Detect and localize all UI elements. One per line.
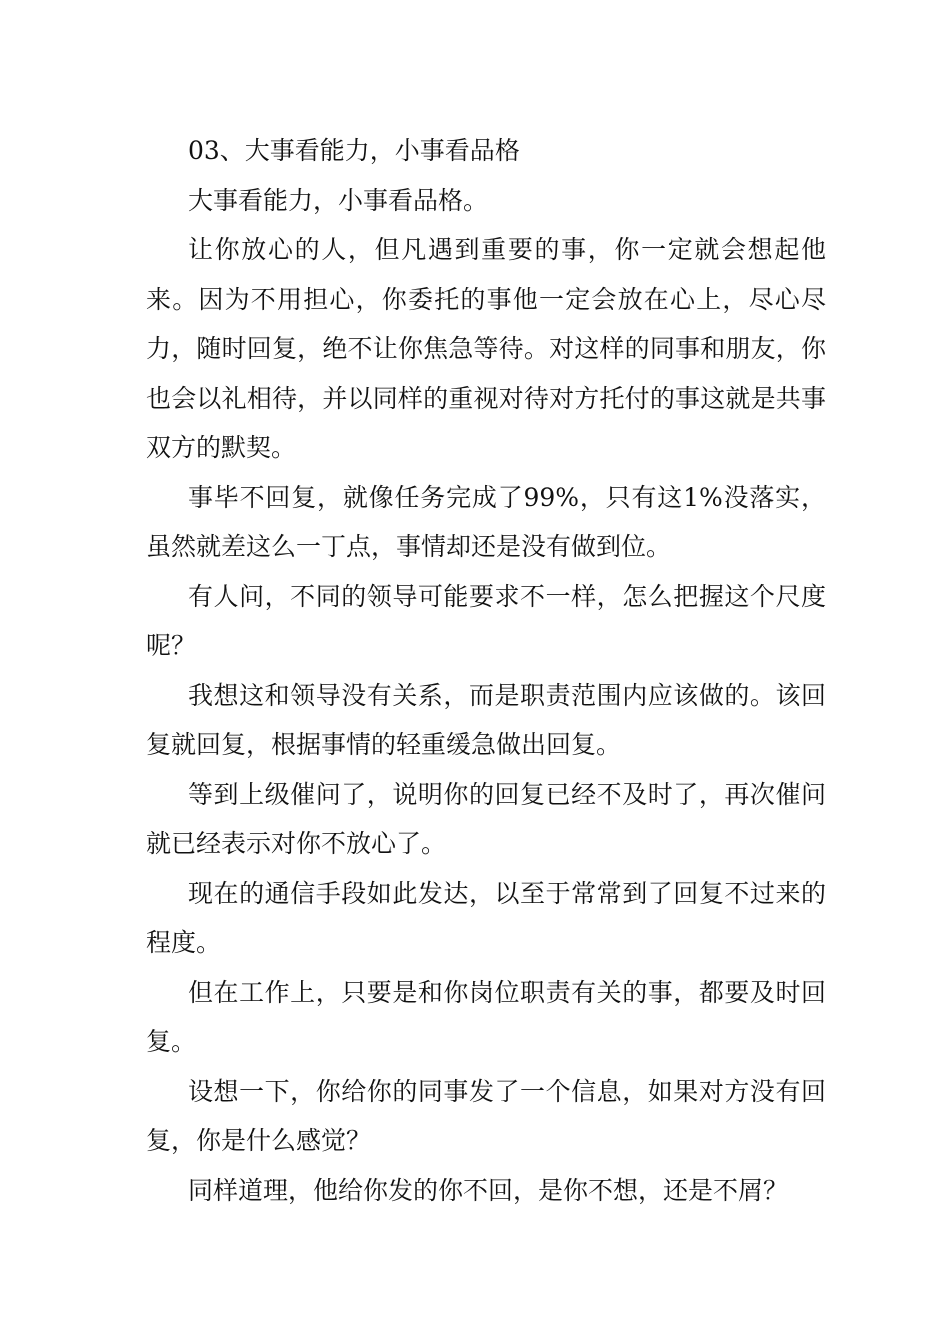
paragraph: 我想这和领导没有关系，而是职责范围内应该做的。该回复就回复，根据事情的轻重缓急做出回复。 xyxy=(146,680,826,759)
paragraph: 现在的通信手段如此发达，以至于常常到了回复不过来的程度。 xyxy=(146,878,826,957)
paragraph: 但在工作上，只要是和你岗位职责有关的事，都要及时回复。 xyxy=(146,977,826,1056)
paragraph: 有人问，不同的领导可能要求不一样，怎么把握这个尺度呢？ xyxy=(146,581,826,660)
paragraph: 事毕不回复，就像任务完成了99%，只有这1%没落实，虽然就差这么一丁点，事情却还是没有做到位。 xyxy=(146,482,826,561)
paragraph: 等到上级催问了，说明你的回复已经不及时了，再次催问就已经表示对你不放心了。 xyxy=(146,779,826,858)
document-body xyxy=(146,126,826,1215)
paragraph: 让你放心的人，但凡遇到重要的事，你一定就会想起他来。因为不用担心，你委托的事他一定会放在心上，尽心尽力，随时回复，绝不让你焦急等待。对这样的同事和朋友，你也会以礼相待，并以同样的重视对待对方托付的事这就是共事双方的默契。 xyxy=(146,235,826,462)
paragraph: 同样道理，他给你发的你不回，是你不想，还是不屑？ xyxy=(188,1175,789,1205)
paragraph: 设想一下，你给你的同事发了一个信息，如果对方没有回复，你是什么感觉？ xyxy=(146,1076,826,1155)
paragraph: 大事看能力，小事看品格。 xyxy=(188,185,489,215)
section-heading: 03、大事看能力，小事看品格 xyxy=(188,136,520,165)
